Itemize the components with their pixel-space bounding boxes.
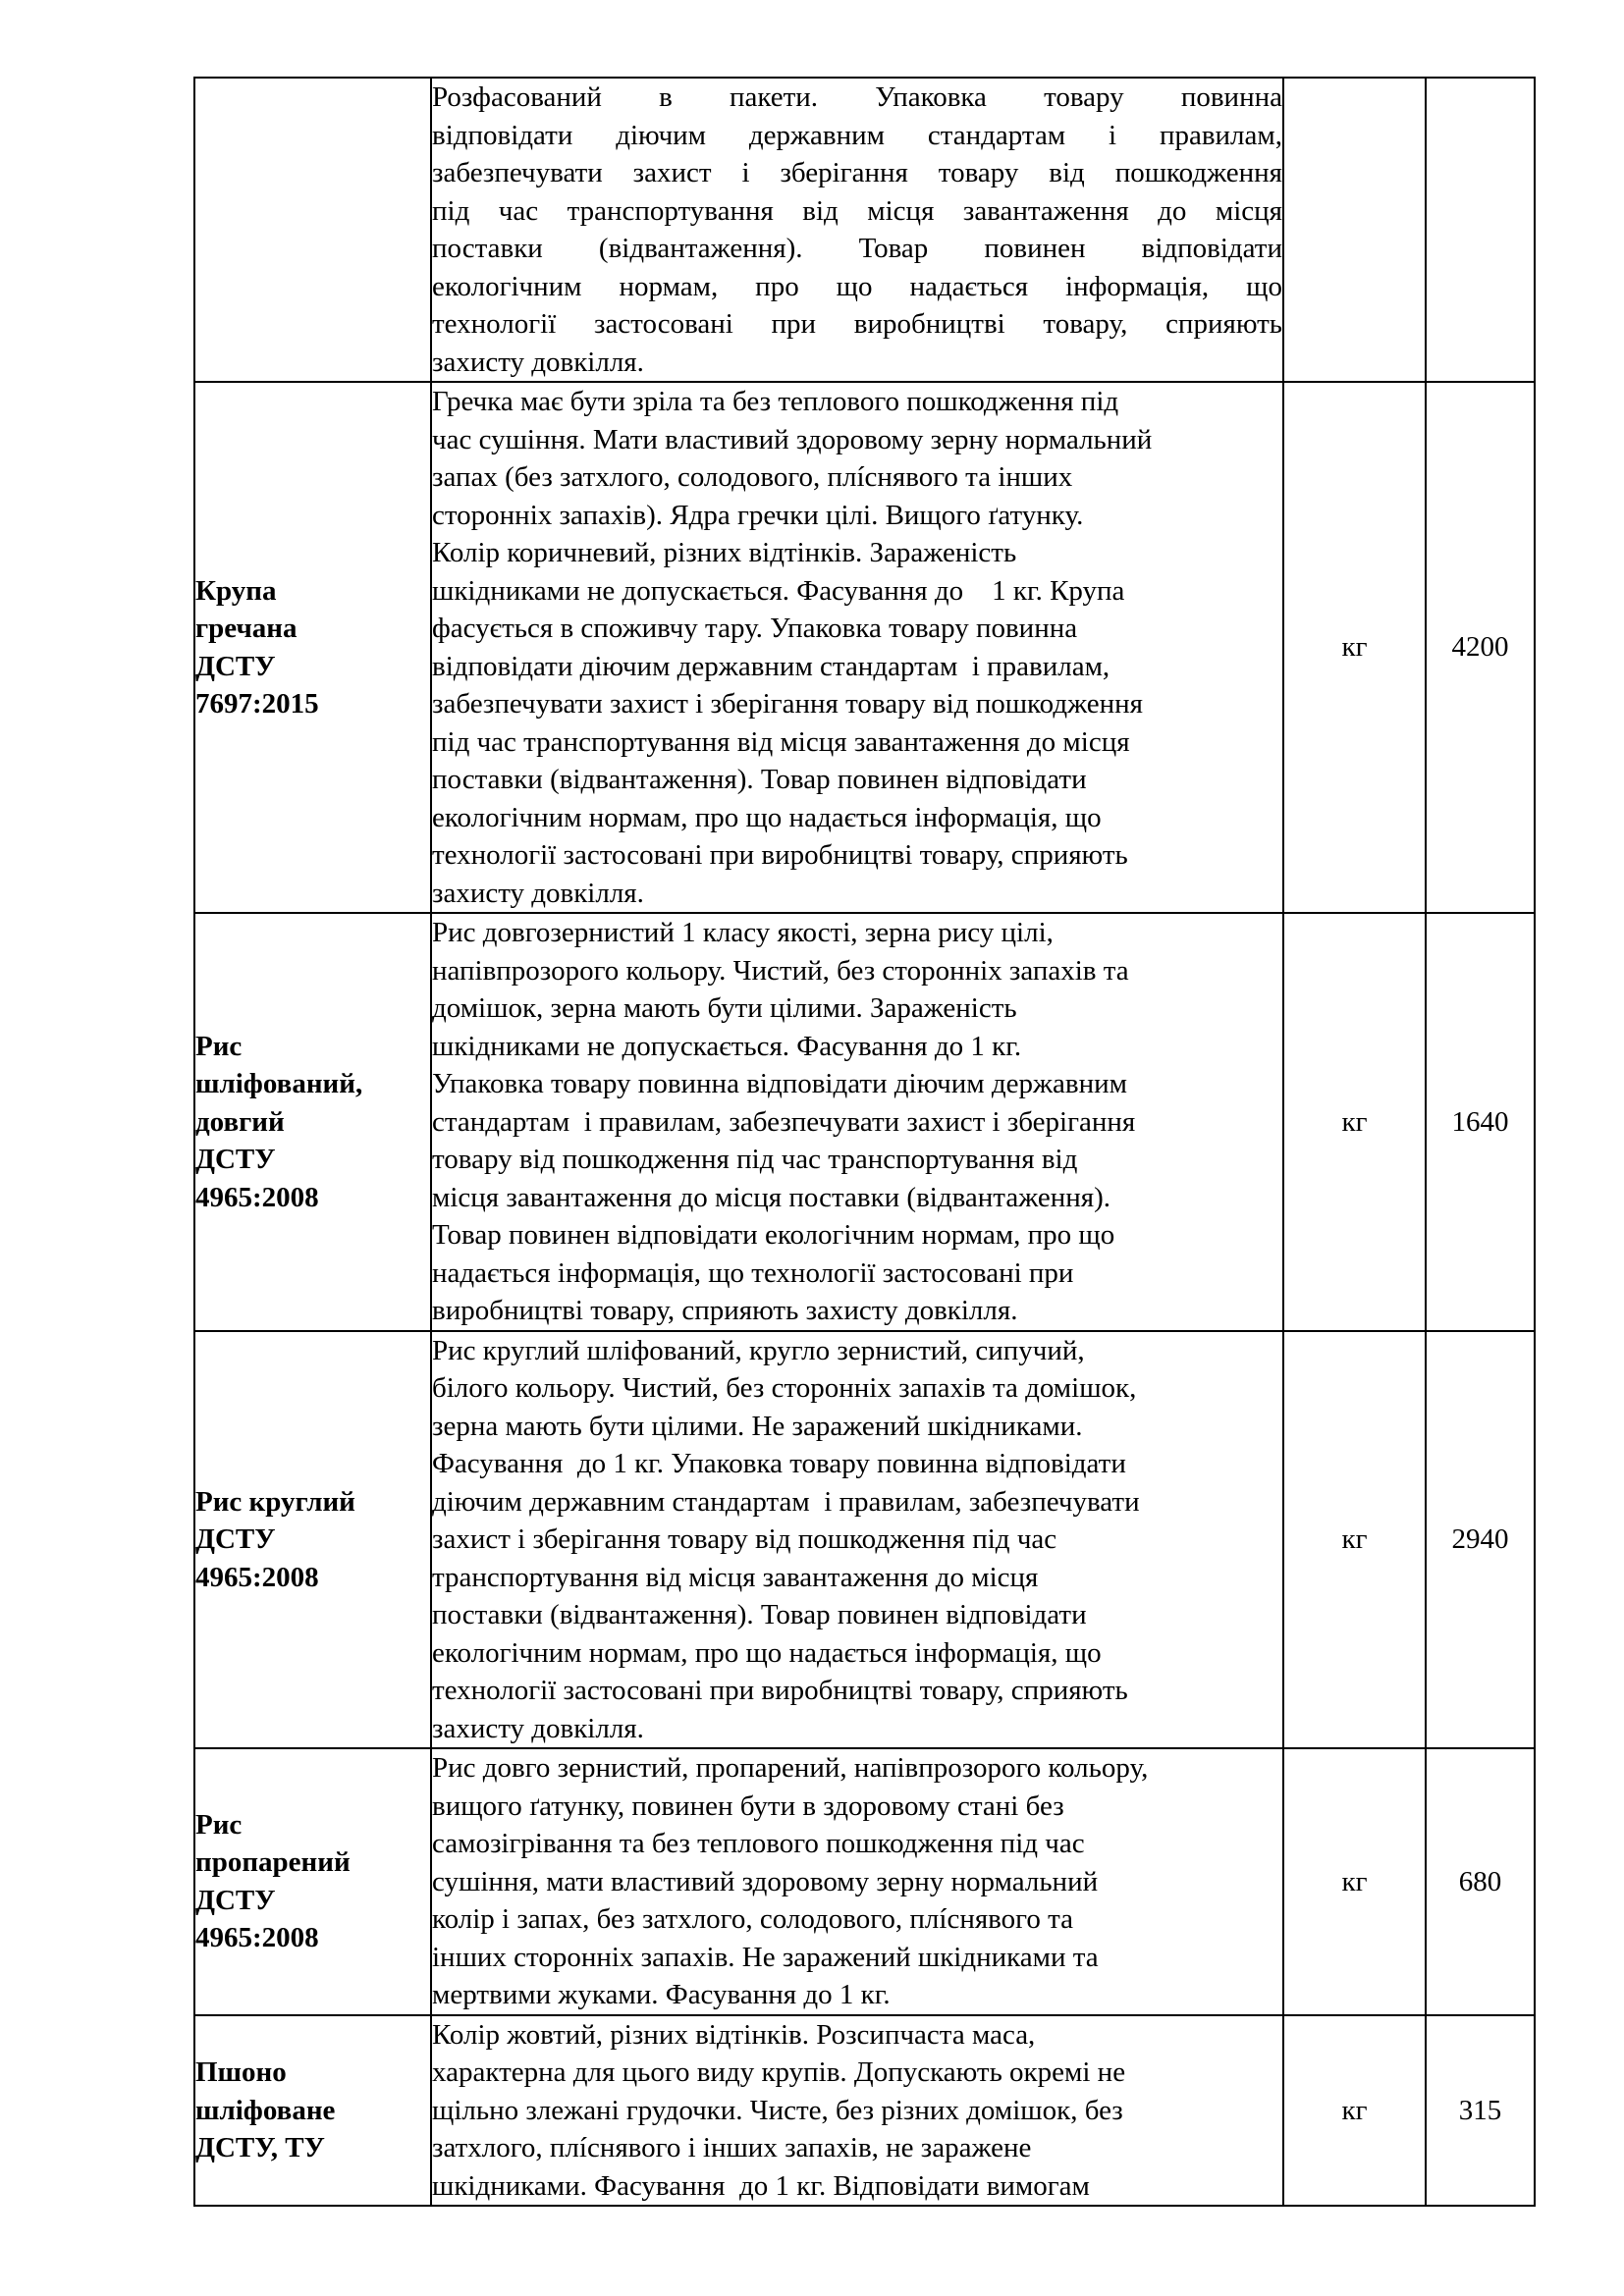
quantity-cell: 315 bbox=[1426, 2015, 1535, 2207]
product-name-line: Пшоно bbox=[195, 2056, 287, 2088]
product-name-cell bbox=[194, 1748, 431, 2015]
description-line: вищого ґатунку, повинен бути в здоровому стані без bbox=[432, 1789, 1064, 1822]
description-line: інших сторонніх запахів. Не заражений шкідниками та bbox=[432, 1941, 1099, 1973]
product-name-line: Рис bbox=[195, 1030, 243, 1062]
unit-cell: кг bbox=[1283, 913, 1426, 1331]
product-name-line: ДСТУ bbox=[195, 1884, 276, 1916]
product-name-line: шліфоване bbox=[195, 2094, 336, 2126]
description-line: шкідниками не допускається. Фасування до 1 кг. Крупа bbox=[432, 574, 1125, 607]
description-line: Рис круглий шліфований, кругло зернистий, сипучий, bbox=[432, 1334, 1085, 1366]
quantity-cell: 680 bbox=[1426, 1748, 1535, 2015]
product-name-line: довгий bbox=[195, 1105, 285, 1138]
description-line: Рис довго зернистий, пропарений, напівпрозорого кольору, bbox=[432, 1752, 1149, 1784]
description-line: характерна для цього виду крупів. Допускають окремі не bbox=[432, 2056, 1126, 2088]
product-description-cell bbox=[431, 78, 1283, 382]
description-line: шкідниками не допускається. Фасування до 1 кг. bbox=[432, 1030, 1022, 1062]
description-line: Колір коричневий, різних відтінків. Зараженість bbox=[432, 537, 1017, 568]
product-name-line: ДСТУ bbox=[195, 650, 276, 682]
description-line: зерна мають бути цілими. Не заражений шкідниками. bbox=[432, 1410, 1083, 1442]
description-line: діючим державним стандартам і правилам, забезпечувати bbox=[432, 1485, 1140, 1518]
description-line: щільно злежані грудочки. Чисте, без різних домішок, без bbox=[432, 2094, 1123, 2126]
product-name-cell bbox=[194, 1331, 431, 1749]
table-row bbox=[194, 78, 1535, 382]
description-line: захисту довкілля. bbox=[432, 346, 644, 378]
description-line: стандартам і правилам, забезпечувати захист і зберігання bbox=[432, 1105, 1136, 1138]
quantity-cell: 1640 bbox=[1426, 913, 1535, 1331]
description-line: екологічним нормам, про що надається інформація, що bbox=[432, 1636, 1102, 1669]
description-line: поставки (відвантаження). Товар повинен відповідати bbox=[432, 233, 1282, 264]
description-line: сушіння, мати властивий здоровому зерну нормальний bbox=[432, 1865, 1099, 1897]
product-description-cell bbox=[431, 1331, 1283, 1749]
product-description-cell bbox=[431, 2015, 1283, 2207]
product-name-line: пропарений bbox=[195, 1846, 351, 1879]
description-line: товару від пошкодження під час транспортування від bbox=[432, 1144, 1078, 1175]
description-line: Упаковка товару повинна відповідати діючим державним bbox=[432, 1068, 1127, 1099]
product-name-line: шліфований, bbox=[195, 1068, 363, 1099]
product-name-line: 4965:2008 bbox=[195, 1922, 319, 1954]
description-line: поставки (відвантаження). Товар повинен відповідати bbox=[432, 1599, 1087, 1630]
description-line: екологічним нормам, про що надається інформація, що bbox=[432, 270, 1282, 302]
product-name-cell bbox=[194, 913, 431, 1331]
specification-table bbox=[193, 77, 1536, 2207]
product-name-cell bbox=[194, 2015, 431, 2207]
product-name-line: 7697:2015 bbox=[195, 688, 319, 720]
description-line: Гречка має бути зріла та без теплового пошкодження під bbox=[432, 386, 1119, 417]
specification-table-body bbox=[194, 78, 1535, 2206]
description-line: шкідниками. Фасування до 1 кг. Відповідати вимогам bbox=[432, 2169, 1090, 2202]
table-row bbox=[194, 382, 1535, 913]
product-name-line: гречана bbox=[195, 613, 298, 644]
description-line: надається інформація, що технології застосовані при bbox=[432, 1256, 1074, 1289]
product-name-line: ДСТУ bbox=[195, 1144, 276, 1175]
description-line: Фасування до 1 кг. Упаковка товару повинна відповідати bbox=[432, 1448, 1126, 1479]
product-name-line: ДСТУ, ТУ bbox=[195, 2132, 325, 2163]
description-line: колір і запах, без затхлого, солодового, плíснявого та bbox=[432, 1903, 1073, 1935]
description-line: фасується в споживчу тару. Упаковка товару повинна bbox=[432, 613, 1078, 644]
description-line: самозігрівання та без теплового пошкодження під час bbox=[432, 1828, 1085, 1859]
unit-cell: кг bbox=[1283, 1331, 1426, 1749]
description-line: технології застосовані при виробництві товару, сприяють bbox=[432, 839, 1128, 871]
description-line: захист і зберігання товару від пошкодження під час bbox=[432, 1523, 1057, 1555]
unit-cell: кг bbox=[1283, 1748, 1426, 2015]
description-line: запах (без затхлого, солодового, плíснявого та інших bbox=[432, 461, 1073, 493]
description-line: Розфасований в пакети. Упаковка товару повинна bbox=[432, 81, 1282, 113]
description-line: Рис довгозернистий 1 класу якості, зерна рису цілі, bbox=[432, 917, 1054, 948]
description-line: забезпечувати захист і зберігання товару від пошкодження bbox=[432, 157, 1282, 188]
description-line: захисту довкілля. bbox=[432, 877, 644, 909]
product-name-line: Рис круглий bbox=[195, 1485, 355, 1518]
table-row bbox=[194, 1331, 1535, 1749]
product-name-line: Крупа bbox=[195, 574, 277, 607]
unit-cell: кг bbox=[1283, 382, 1426, 913]
product-name-cell bbox=[194, 382, 431, 913]
description-line: Товар повинен відповідати екологічним нормам, про що bbox=[432, 1219, 1115, 1251]
product-name-cell bbox=[194, 78, 431, 382]
description-line: технології застосовані при виробництві товару, сприяють bbox=[432, 308, 1282, 340]
product-description-cell bbox=[431, 913, 1283, 1331]
description-line: мертвими жуками. Фасування до 1 кг. bbox=[432, 1979, 891, 2010]
description-line: забезпечувати захист і зберігання товару від пошкодження bbox=[432, 688, 1143, 720]
description-line: під час транспортування від місця завантаження до місця bbox=[432, 725, 1130, 758]
unit-cell: кг bbox=[1283, 2015, 1426, 2207]
table-row bbox=[194, 2015, 1535, 2207]
description-line: напівпрозорого кольору. Чистий, без сторонніх запахів та bbox=[432, 954, 1129, 987]
table-row bbox=[194, 1748, 1535, 2015]
table-row bbox=[194, 913, 1535, 1331]
description-line: місця завантаження до місця поставки (відвантаження). bbox=[432, 1181, 1111, 1213]
description-line: відповідати діючим державним стандартам і правилам, bbox=[432, 119, 1282, 151]
description-line: технології застосовані при виробництві товару, сприяють bbox=[432, 1675, 1128, 1706]
description-line: захисту довкілля. bbox=[432, 1712, 644, 1744]
quantity-cell bbox=[1426, 78, 1535, 382]
product-name-line: ДСТУ bbox=[195, 1523, 276, 1555]
description-line: сторонніх запахів). Ядра гречки цілі. Вищого ґатунку. bbox=[432, 499, 1084, 531]
product-description-cell bbox=[431, 382, 1283, 913]
quantity-cell: 4200 bbox=[1426, 382, 1535, 913]
quantity-cell: 2940 bbox=[1426, 1331, 1535, 1749]
unit-cell bbox=[1283, 78, 1426, 382]
description-line: затхлого, плíснявого і інших запахів, не заражене bbox=[432, 2132, 1032, 2163]
description-line: Колір жовтий, різних відтінків. Розсипчаста маса, bbox=[432, 2018, 1036, 2051]
product-name-line: 4965:2008 bbox=[195, 1561, 319, 1593]
description-line: під час транспортування від місця завантаження до місця bbox=[432, 194, 1282, 227]
description-line: час сушіння. Мати властивий здоровому зерну нормальний bbox=[432, 423, 1153, 455]
description-line: білого кольору. Чистий, без сторонніх запахів та домішок, bbox=[432, 1372, 1137, 1404]
product-name-line: Рис bbox=[195, 1808, 243, 1841]
product-name-line: 4965:2008 bbox=[195, 1181, 319, 1213]
description-line: поставки (відвантаження). Товар повинен відповідати bbox=[432, 764, 1087, 795]
product-description-cell bbox=[431, 1748, 1283, 2015]
description-line: домішок, зерна мають бути цілими. Зараженість bbox=[432, 992, 1017, 1024]
description-line: відповідати діючим державним стандартам і правилам, bbox=[432, 650, 1110, 682]
description-line: виробництві товару, сприяють захисту довкілля. bbox=[432, 1295, 1018, 1326]
description-line: екологічним нормам, про що надається інформація, що bbox=[432, 801, 1102, 833]
description-line: транспортування від місця завантаження до місця bbox=[432, 1561, 1039, 1593]
